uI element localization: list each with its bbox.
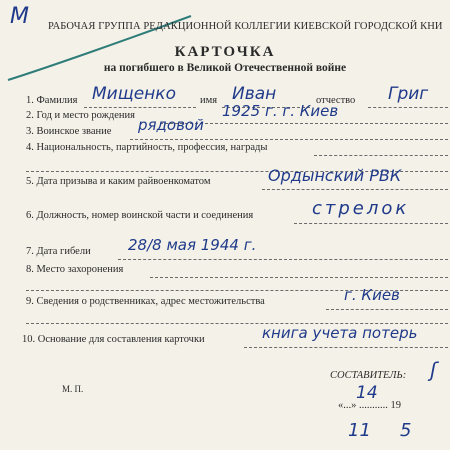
nationality-label: 4. Национальность, партийность, профессия, награды: [26, 142, 268, 153]
patronymic-line: [368, 107, 448, 108]
relatives-label: 9. Сведения о родственниках, адрес местожительства: [26, 296, 265, 307]
date-number-1: 11: [348, 420, 371, 441]
unit-line: [294, 223, 448, 224]
date-number-2: 5: [400, 420, 412, 441]
death-date-line: [118, 259, 448, 260]
basis-line: [244, 347, 448, 348]
date-day: 14: [356, 383, 378, 403]
compiler-label: СОСТАВИТЕЛЬ:: [330, 370, 407, 381]
card-title: КАРТОЧКА: [174, 44, 276, 60]
date-line: «...» ........... 19: [338, 400, 401, 411]
basis-label: 10. Основание для составления карточки: [22, 334, 205, 345]
stamp-place: М. П.: [62, 384, 84, 394]
name-value: Иван: [232, 84, 277, 104]
unit-label: 6. Должность, номер воинской части и соединения: [26, 210, 254, 221]
card-subtitle: на погибшего в Великой Отечественной войне: [103, 62, 347, 74]
rank-value: рядовой: [138, 116, 204, 134]
compiler-signature: ʃ: [430, 358, 437, 382]
header-text: РАБОЧАЯ ГРУППА РЕДАКЦИОННОЙ КОЛЛЕГИИ КИЕВСКОЙ ГОРОДСКОЙ КНИ: [48, 21, 443, 32]
surname-line: [84, 107, 196, 108]
patronymic-label: отчество: [316, 95, 356, 106]
surname-label: 1. Фамилия: [26, 95, 78, 106]
death-date-label: 7. Дата гибели: [26, 246, 91, 257]
relatives-value: г. Киев: [344, 286, 400, 304]
birth-label: 2. Год и место рождения: [26, 110, 135, 121]
unit-value: стрелок: [312, 198, 410, 219]
draft-line: [262, 189, 448, 190]
relatives-line: [326, 309, 448, 310]
corner-mark: М: [10, 4, 29, 29]
nationality-line: [314, 155, 448, 156]
rank-label: 3. Воинское звание: [26, 126, 112, 137]
patronymic-value: Григ: [388, 84, 429, 104]
basis-value: книга учета потерь: [262, 324, 418, 342]
death-date-value: 28/8 мая 1944 г.: [128, 236, 257, 254]
burial-label: 8. Место захоронения: [26, 264, 124, 275]
burial-line: [150, 277, 448, 278]
surname-value: Мищенко: [92, 84, 176, 104]
rank-line: [130, 139, 448, 140]
birth-value: 1925 г. г. Киев: [222, 102, 339, 120]
draft-label: 5. Дата призыва и каким райвоенкоматом: [26, 176, 211, 187]
draft-value: Ордынский РВК: [268, 166, 402, 185]
name-label: имя: [200, 95, 218, 106]
